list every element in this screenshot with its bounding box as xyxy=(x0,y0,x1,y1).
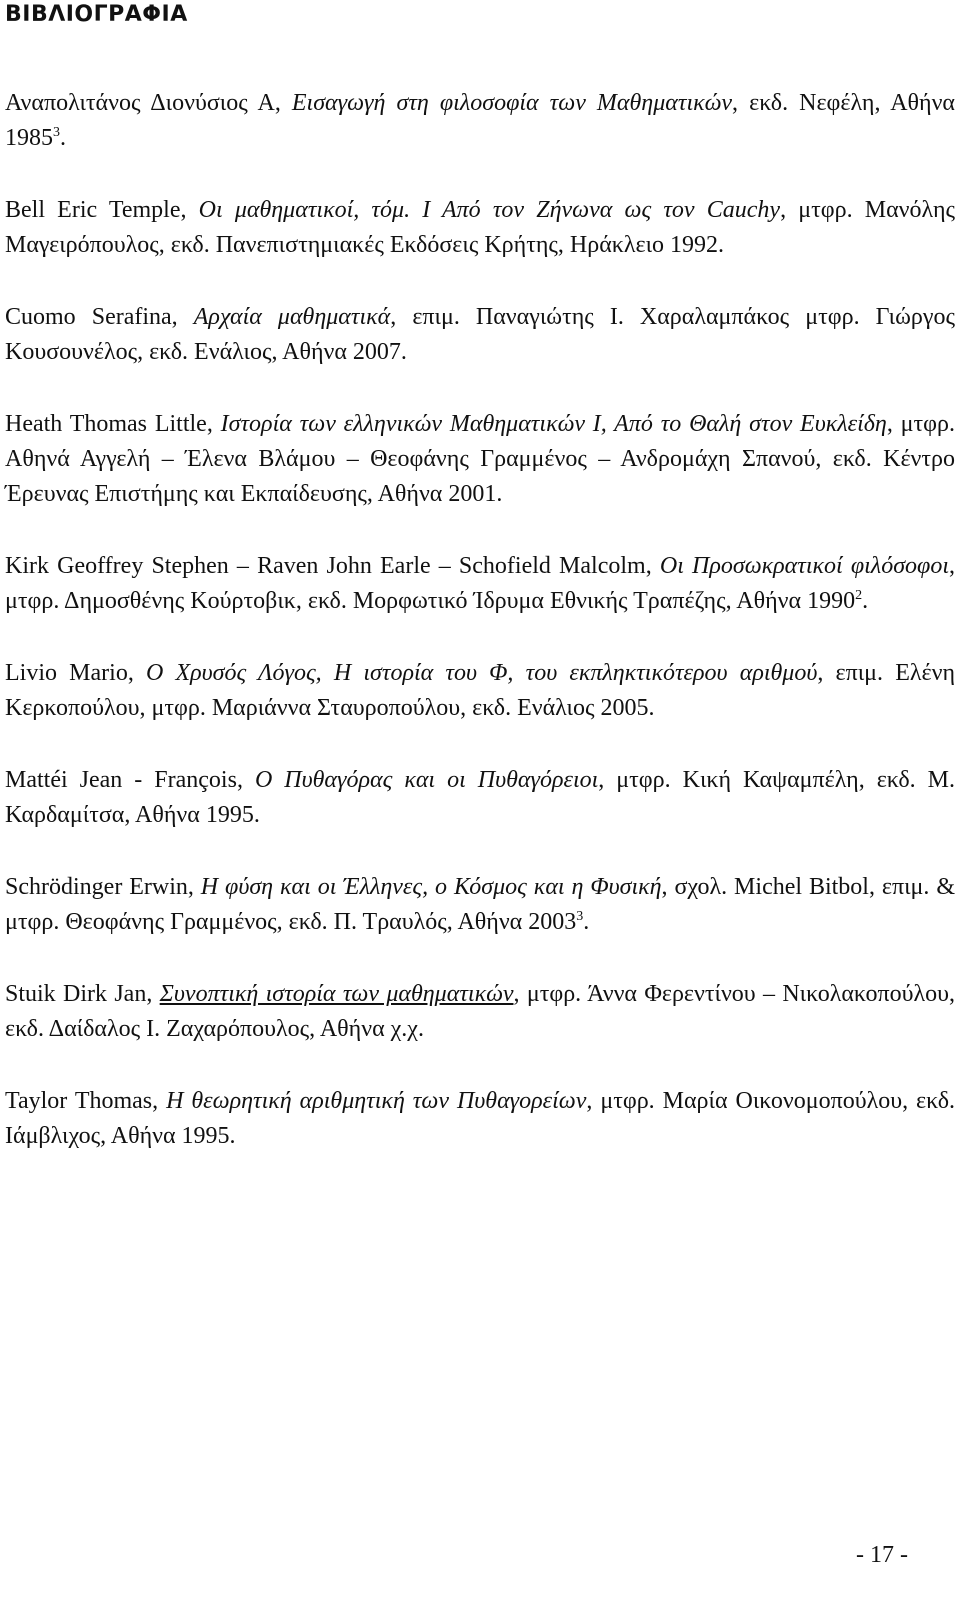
entry-publication: , μτφρ. Δημοσθένης Κούρτοβικ, εκδ. Μορφωτικό Ίδρυμα Εθνικής Τραπέζης, Αθήνα 1990 xyxy=(5,553,955,614)
bibliography-entry xyxy=(5,407,955,512)
entry-title: Οι Προσωκρατικοί φιλόσοφοι xyxy=(659,553,949,579)
bibliography-entry xyxy=(5,1084,955,1154)
entry-author: Taylor Thomas, xyxy=(5,1088,167,1114)
entry-title: Η φύση και οι Έλληνες, ο Κόσμος και η Φυσική xyxy=(200,874,662,900)
entry-publication: , μτφρ. Αθηνά Αγγελή – Έλενα Βλάμου – Θεοφάνης Γραμμένος – Ανδρομάχη Σπανού, εκδ. Κέντρο Έρευνας Επιστήμης και Εκπαίδευσης, Αθήνα 2001. xyxy=(5,411,955,507)
entry-publication: , μτφρ. Μαρία Οικονομοπούλου, εκδ. Ιάμβλιχος, Αθήνα 1995. xyxy=(5,1088,955,1149)
entry-end: . xyxy=(583,909,590,935)
entry-author: Stuik Dirk Jan, xyxy=(5,981,160,1007)
entry-publication: , επιμ. Παναγιώτης Ι. Χαραλαμπάκος μτφρ. Γιώργος Κουσουνέλος, εκδ. Ενάλιος, Αθήνα 2007. xyxy=(5,304,955,365)
entry-title: Ο Χρυσός Λόγος, Η ιστορία του Φ, του εκπληκτικότερου αριθμού xyxy=(145,660,818,686)
entry-author: Mattéi Jean - François, xyxy=(5,767,255,793)
bibliography-entry xyxy=(5,86,955,156)
entry-author: Cuomo Serafina, xyxy=(5,304,194,330)
entry-title: Ο Πυθαγόρας και οι Πυθαγόρειοι xyxy=(254,767,599,793)
bibliography-entry xyxy=(5,977,955,1047)
page-number: - 17 - xyxy=(856,1542,908,1568)
entry-publication: , μτφρ. Κική Καψαμπέλη, εκδ. Μ. Καρδαμίτσα, Αθήνα 1995. xyxy=(5,767,955,828)
entry-author: Kirk Geoffrey Stephen – Raven John Earle – Schofield Malcolm, xyxy=(5,553,660,579)
entry-title: Συνοπτική ιστορία των μαθηματικών xyxy=(159,981,514,1007)
entry-title: Αρχαία μαθηματικά xyxy=(193,304,391,330)
entry-edition: 2 xyxy=(855,588,863,603)
entry-publication: , μτφρ. Μανόλης Μαγειρόπουλος, εκδ. Πανεπιστημιακές Εκδόσεις Κρήτης, Ηράκλειο 1992. xyxy=(5,197,955,258)
entry-end: . xyxy=(862,588,869,614)
entry-end: . xyxy=(60,125,66,151)
bibliography-entry xyxy=(5,193,955,263)
entry-author: Schrödinger Erwin, xyxy=(5,874,201,900)
entry-title: Οι μαθηματικοί, τόμ. Ι Από τον Ζήνωνα ως τον Cauchy xyxy=(198,197,781,223)
page-heading: ΒΙΒΛΙΟΓΡΑΦΙΑ xyxy=(5,2,188,27)
bibliography-list xyxy=(5,86,955,1191)
entry-author: Livio Mario, xyxy=(5,660,146,686)
bibliography-entry xyxy=(5,300,955,370)
entry-edition: 3 xyxy=(53,125,60,140)
entry-title: Ιστορία των ελληνικών Μαθηματικών Ι, Από το Θαλή στον Ευκλείδη xyxy=(220,411,887,437)
entry-title: Η θεωρητική αριθμητική των Πυθαγορείων xyxy=(166,1088,587,1114)
entry-publication: , εκδ. Νεφέλη, Αθήνα 1985 xyxy=(5,90,956,151)
entry-edition: 3 xyxy=(576,909,584,924)
entry-publication: , μτφρ. Άννα Φερεντίνου – Νικολακοπούλου, εκδ. Δαίδαλος Ι. Ζαχαρόπουλος, Αθήνα χ.χ. xyxy=(5,981,955,1042)
bibliography-entry xyxy=(5,656,955,726)
bibliography-entry xyxy=(5,763,955,833)
entry-title: Εισαγωγή στη φιλοσοφία των Μαθηματικών xyxy=(291,90,733,116)
entry-publication: , επιμ. Ελένη Κερκοπούλου, μτφρ. Μαριάννα Σταυροπούλου, εκδ. Ενάλιος 2005. xyxy=(5,660,955,721)
bibliography-entry xyxy=(5,549,955,619)
bibliography-entry xyxy=(5,870,955,940)
entry-publication: , σχολ. Michel Bitbol, επιμ. & μτφρ. Θεοφάνης Γραμμένος, εκδ. Π. Τραυλός, Αθήνα 2003 xyxy=(5,874,955,935)
entry-author: Heath Thomas Little, xyxy=(5,411,221,437)
entry-author: Bell Eric Temple, xyxy=(5,197,199,223)
entry-author: Αναπολιτάνος Διονύσιος Α, xyxy=(5,90,292,116)
